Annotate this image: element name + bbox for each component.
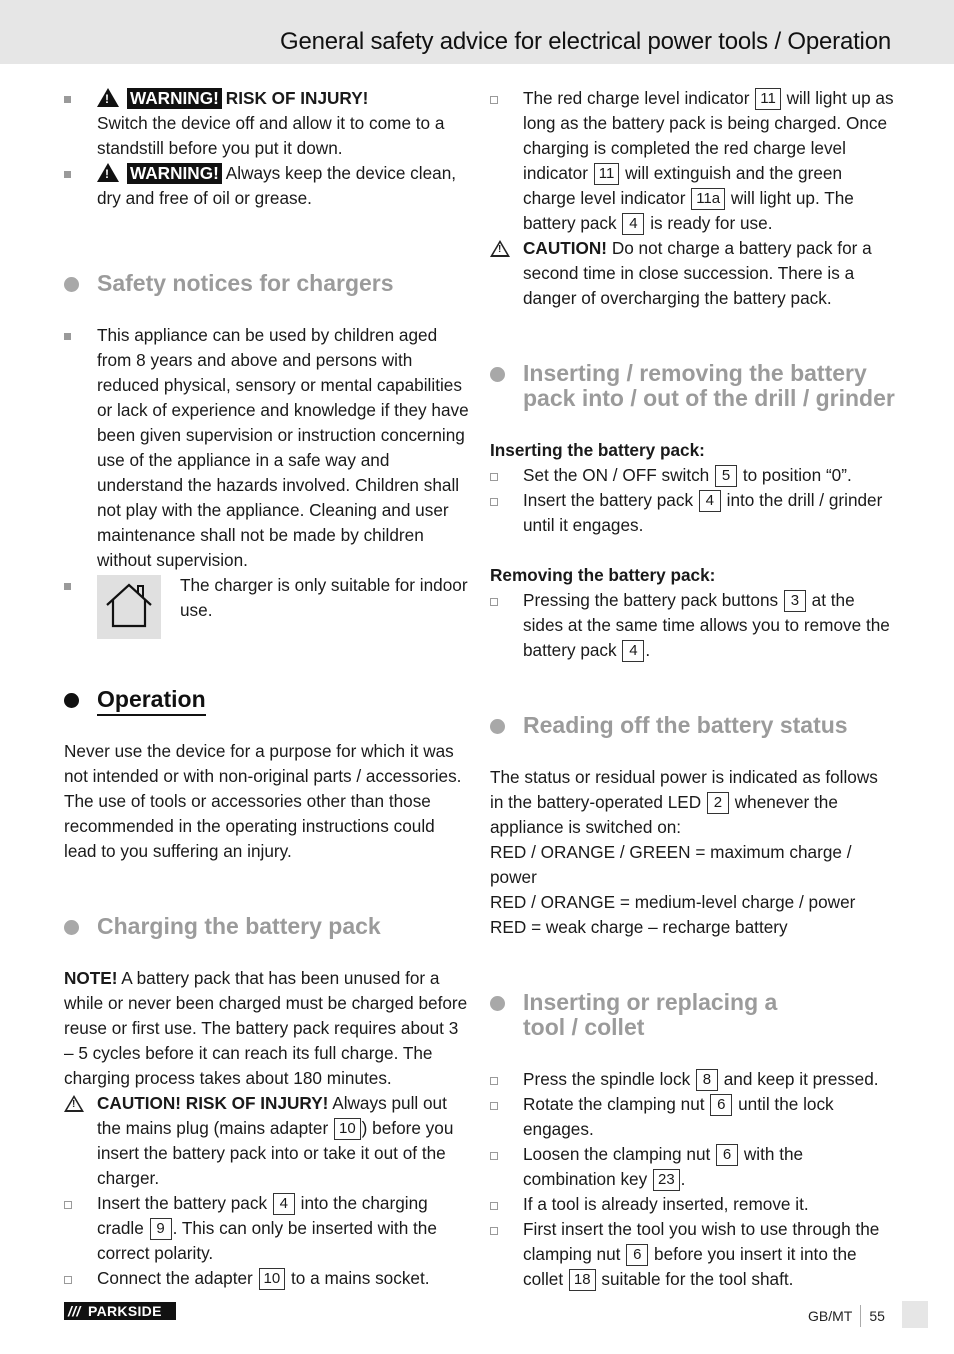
parkside-logo xyxy=(64,1302,176,1320)
part-reference: 6 xyxy=(626,1244,648,1266)
caution-item: ! CAUTION! RISK OF INJURY! Always pull out the mains plug (mains adapter 10 ) before you insert the battery pack into or take it out of the charger. xyxy=(64,1091,469,1191)
warning-triangle-icon xyxy=(97,88,119,107)
children-notice-text: This appliance can be used by children aged from 8 years and above and persons with reduced physical, sensory or mental capabilities or lack of experience and knowledge if they have been given supervision or instruction concerning use of the appliance in a safe way and understand the hazards involved. Children shall not play with the appliance. Cleaning and user maintenance shall not be made by children without supervision. xyxy=(97,325,469,570)
step-item: Connect the adapter 10 to a mains socket. xyxy=(64,1266,469,1291)
step-item: Rotate the clamping nut 6 until the lock engages. xyxy=(490,1092,895,1142)
footer-tab-marker xyxy=(902,1301,928,1328)
section-heading-operation: Operation xyxy=(64,687,469,712)
open-square-bullet-icon xyxy=(490,1227,498,1235)
part-reference: 5 xyxy=(715,465,737,487)
operation-paragraph: Never use the device for a purpose for which it was not intended or with non-original parts / accessories. The use of tools or accessories other than those recommended in the operating instructions could lead to you suffering an injury. xyxy=(64,741,462,861)
warning-triangle-icon xyxy=(97,163,119,182)
footer-divider xyxy=(860,1305,861,1327)
open-square-bullet-icon xyxy=(64,1276,72,1284)
list-item xyxy=(64,323,469,573)
warning-text: Switch the device off and allow it to come to a standstill before you put it down. xyxy=(97,113,445,158)
part-reference: 11 xyxy=(594,163,620,185)
open-square-bullet-icon xyxy=(490,96,498,104)
open-square-bullet-icon xyxy=(490,1152,498,1160)
section-bullet-icon xyxy=(64,693,79,708)
warning-tag: WARNING! xyxy=(127,88,222,109)
page-footer xyxy=(808,1305,885,1327)
warning-heading: RISK OF INJURY! xyxy=(225,88,369,108)
status-line: RED / ORANGE = medium-level charge / power xyxy=(490,892,856,912)
section-bullet-icon xyxy=(490,367,505,382)
page-number: 55 xyxy=(869,1308,885,1324)
open-square-bullet-icon xyxy=(490,598,498,606)
square-bullet-icon xyxy=(64,333,71,340)
step-item: Pressing the battery pack buttons 3 at the sides at the same time allows you to remove the battery pack 4 . xyxy=(490,588,895,663)
open-square-bullet-icon xyxy=(490,473,498,481)
caution-triangle-icon xyxy=(64,1095,84,1112)
open-square-bullet-icon xyxy=(490,1077,498,1085)
part-reference: 11a xyxy=(691,188,725,210)
step-item: Insert the battery pack 4 into the drill / grinder until it engages. xyxy=(490,488,895,538)
warning-text: Always keep the device clean, dry and free of oil or grease. xyxy=(97,163,457,208)
caution-label: CAUTION! xyxy=(523,238,608,258)
open-square-bullet-icon xyxy=(490,498,498,506)
right-column xyxy=(490,86,895,1292)
caution-triangle-icon xyxy=(490,240,510,257)
open-square-bullet-icon xyxy=(64,1201,72,1209)
part-reference: 3 xyxy=(784,590,806,612)
status-line: RED = weak charge – recharge battery xyxy=(490,917,788,937)
status-line: RED / ORANGE / GREEN = maximum charge / power xyxy=(490,842,852,887)
part-reference: 23 xyxy=(653,1169,680,1191)
caution-label: CAUTION! RISK OF INJURY! xyxy=(97,1093,329,1113)
logo-brand: PARKSIDE xyxy=(88,1303,162,1319)
step-item: The red charge level indicator 11 will light up as long as the battery pack is being charged. Once charging is completed the red charge level indicator 11 will extinguish and the green charge level indicator 11a will light up. The battery pack 4 is ready for use. xyxy=(490,86,895,236)
step-item: Loosen the clamping nut 6 with the combination key 23 . xyxy=(490,1142,895,1192)
part-reference: 4 xyxy=(622,640,644,662)
status-paragraph: The status or residual power is indicated as follows in the battery-operated LED 2 whenever the appliance is switched on: xyxy=(490,767,878,837)
subheading-inserting: Inserting the battery pack: xyxy=(490,440,705,460)
indoor-house-icon xyxy=(97,575,161,639)
step-item: Set the ON / OFF switch 5 to position “0”. xyxy=(490,463,895,488)
section-bullet-icon xyxy=(64,277,79,292)
section-heading-status: Reading off the battery status xyxy=(490,713,895,738)
page-title: General safety advice for electrical power tools / Operation xyxy=(280,28,891,55)
part-reference: 11 xyxy=(755,88,781,110)
logo-slashes: /// xyxy=(68,1303,81,1319)
note-paragraph xyxy=(64,966,469,1091)
part-reference: 6 xyxy=(716,1144,738,1166)
section-bullet-icon xyxy=(490,719,505,734)
step-item: Press the spindle lock 8 and keep it pressed. xyxy=(490,1067,895,1092)
section-heading-charging: Charging the battery pack xyxy=(64,914,469,939)
step-item: If a tool is already inserted, remove it. xyxy=(490,1192,895,1217)
part-reference: 4 xyxy=(622,213,644,235)
list-item xyxy=(64,573,469,637)
section-bullet-icon xyxy=(490,996,505,1011)
part-reference: 4 xyxy=(273,1193,295,1215)
open-square-bullet-icon xyxy=(490,1102,498,1110)
square-bullet-icon xyxy=(64,171,71,178)
part-reference: 2 xyxy=(707,792,729,814)
step-item: First insert the tool you wish to use through the clamping nut 6 before you insert it into the collet 18 suitable for the tool shaft. xyxy=(490,1217,895,1292)
section-bullet-icon xyxy=(64,920,79,935)
step-item: Insert the battery pack 4 into the charging cradle 9 . This can only be inserted with the correct polarity. xyxy=(64,1191,469,1266)
subheading-removing: Removing the battery pack: xyxy=(490,565,716,585)
open-square-bullet-icon xyxy=(490,1202,498,1210)
left-column xyxy=(64,86,469,1291)
page-header xyxy=(0,0,954,64)
section-heading-chargers: Safety notices for chargers xyxy=(64,271,469,296)
note-text: A battery pack that has been unused for a while or never been charged must be charged before reuse or first use. The battery pack requires about 3 – 5 cycles before it can reach its full charge. The charging process takes about 180 minutes. xyxy=(64,968,468,1088)
square-bullet-icon xyxy=(64,583,71,590)
warning-tag: WARNING! xyxy=(127,163,222,184)
part-reference: 4 xyxy=(699,490,721,512)
part-reference: 18 xyxy=(569,1269,596,1291)
caution-item: ! CAUTION! Do not charge a battery pack for a second time in close succession. There is a danger of overcharging the battery pack. xyxy=(490,236,895,311)
locale-label: GB/MT xyxy=(808,1308,853,1324)
part-reference: 10 xyxy=(259,1268,286,1290)
square-bullet-icon xyxy=(64,96,71,103)
part-reference: 10 xyxy=(334,1118,361,1140)
section-heading-tool: Inserting or replacing a tool / collet xyxy=(490,990,810,1040)
indoor-text: The charger is only suitable for indoor use. xyxy=(180,575,468,620)
section-heading-inserting: Inserting / removing the battery pack into / out of the drill / grinder xyxy=(490,361,895,411)
note-label: NOTE! xyxy=(64,968,118,988)
part-reference: 6 xyxy=(710,1094,732,1116)
warning-item xyxy=(64,161,469,211)
part-reference: 9 xyxy=(150,1218,172,1240)
part-reference: 8 xyxy=(696,1069,718,1091)
warning-item xyxy=(64,86,469,161)
